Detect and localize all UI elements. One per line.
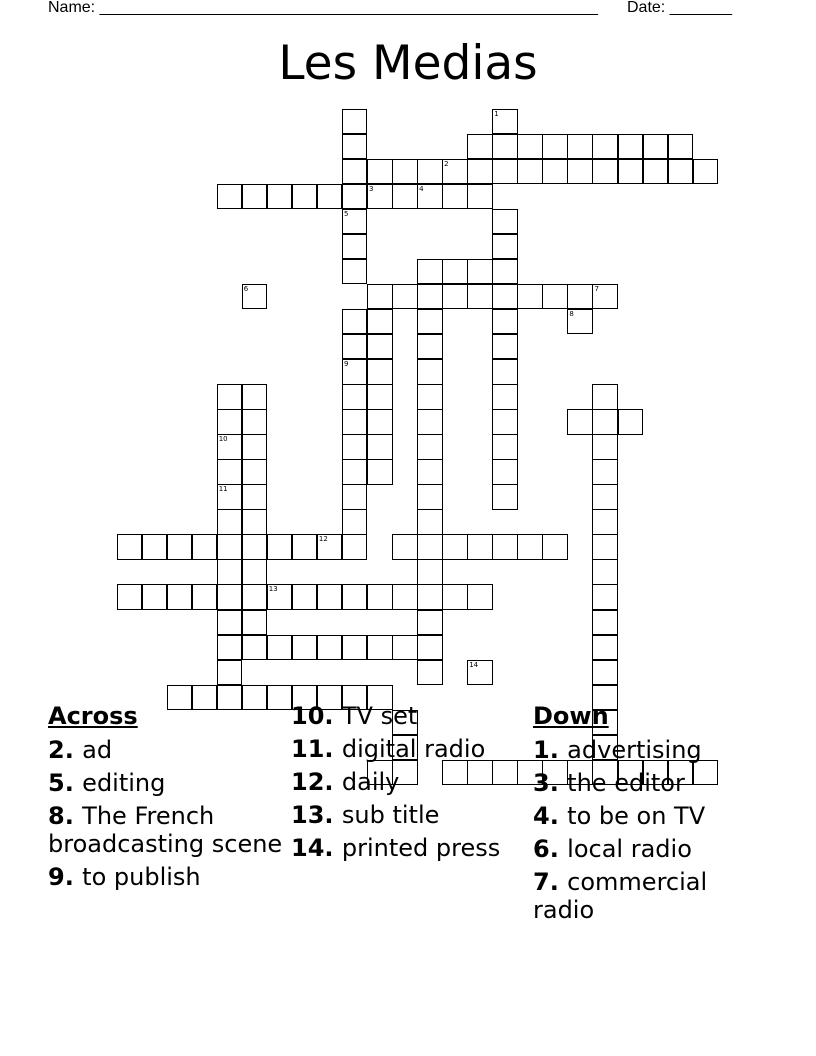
crossword-cell[interactable] [342,509,368,535]
crossword-cell[interactable] [167,534,193,560]
crossword-cell[interactable] [592,660,618,686]
crossword-cell[interactable] [242,509,268,535]
crossword-cell[interactable] [417,660,443,686]
crossword-cell[interactable] [542,159,568,185]
crossword-cell[interactable] [367,359,393,385]
clue-item [291,735,516,763]
crossword-cell[interactable] [392,584,418,610]
crossword-cell[interactable] [643,159,669,185]
crossword-cell[interactable] [392,284,418,310]
crossword-cell[interactable] [467,184,493,210]
crossword-cell[interactable] [492,259,518,285]
crossword-cell[interactable] [342,434,368,460]
crossword-cell[interactable] [217,610,243,636]
clue-number: 12. [291,768,342,796]
crossword-cell[interactable] [217,459,243,485]
crossword-cell[interactable] [492,459,518,485]
crossword-cell[interactable] [417,584,443,610]
crossword-cell[interactable] [592,409,618,435]
crossword-cell[interactable] [192,584,218,610]
crossword-cell[interactable] [693,159,719,185]
clue-number-label: 1 [494,109,499,118]
crossword-cell[interactable] [142,584,168,610]
crossword-cell[interactable] [417,635,443,661]
crossword-cell[interactable] [417,484,443,510]
clue-number: 11. [291,735,342,763]
crossword-cell[interactable] [217,509,243,535]
crossword-cell[interactable] [442,259,468,285]
crossword-cell[interactable] [342,234,368,260]
crossword-cell[interactable] [467,159,493,185]
crossword-cell[interactable] [217,635,243,661]
clue-number-label: 14 [469,660,479,669]
crossword-cell[interactable] [217,184,243,210]
clue-number: 10. [291,702,342,730]
crossword-cell[interactable] [592,284,618,310]
clue-text: commercial radio [533,868,708,924]
crossword-cell[interactable] [367,334,393,360]
clue-text: the editor [567,769,685,797]
clue-number-label: 3 [369,184,374,193]
crossword-cell[interactable] [417,384,443,410]
crossword-cell[interactable] [592,134,618,160]
clue-number: 7. [533,868,568,896]
clue-number-label: 10 [218,435,228,444]
clue-number-label: 4 [419,184,424,193]
crossword-cell[interactable] [242,484,268,510]
crossword-cell[interactable] [267,635,293,661]
crossword-cell[interactable] [417,259,443,285]
crossword-cell[interactable] [242,584,268,610]
clue-number: 14. [291,834,342,862]
clue-number-label: 7 [594,284,599,293]
crossword-cell[interactable] [192,534,218,560]
crossword-cell[interactable] [492,384,518,410]
crossword-cell[interactable] [242,635,268,661]
crossword-cell[interactable] [342,384,368,410]
clue-number-label: 13 [268,585,278,594]
crossword-cell[interactable] [618,134,644,160]
crossword-cell[interactable] [292,534,318,560]
crossword-cell[interactable] [317,584,343,610]
crossword-cell[interactable] [267,184,293,210]
clue-text: The French broadcasting scene [48,802,283,858]
clue-item [48,769,283,797]
crossword-cell[interactable] [292,184,318,210]
crossword-cell[interactable] [442,584,468,610]
crossword-cell[interactable] [517,284,543,310]
crossword-cell[interactable] [567,159,593,185]
crossword-cell[interactable] [342,459,368,485]
crossword-cell[interactable] [217,534,243,560]
crossword-cell[interactable] [492,359,518,385]
clue-item [533,868,763,924]
clue-item [533,802,763,830]
crossword-cell[interactable] [417,434,443,460]
clue-text: local radio [567,835,692,863]
crossword-cell[interactable] [367,159,393,185]
clue-text: to be on TV [567,802,706,830]
crossword-cell[interactable] [517,534,543,560]
crossword-cell[interactable] [317,534,343,560]
clue-number: 9. [48,863,83,891]
crossword-cell[interactable] [592,559,618,585]
crossword-cell[interactable] [342,334,368,360]
crossword-cell[interactable] [492,109,518,135]
clue-item [48,802,283,858]
crossword-cell[interactable] [342,534,368,560]
crossword-cell[interactable] [292,635,318,661]
crossword-cell[interactable] [592,534,618,560]
crossword-cell[interactable] [592,610,618,636]
crossword-cell[interactable] [492,434,518,460]
crossword-cell[interactable] [217,384,243,410]
clue-number: 13. [291,801,342,829]
crossword-cell[interactable] [342,184,368,210]
date-field-label: Date: _______ [627,0,732,16]
crossword-cell[interactable] [392,635,418,661]
crossword-cell[interactable] [467,534,493,560]
crossword-cell[interactable] [542,284,568,310]
name-field-label: Name: ________________________________________________________ [48,0,598,16]
crossword-cell[interactable] [242,384,268,410]
crossword-cell[interactable] [492,484,518,510]
clue-number-label: 12 [318,535,328,544]
crossword-cell[interactable] [217,559,243,585]
crossword-cell[interactable] [217,660,243,686]
clue-number-label: 6 [243,284,249,293]
crossword-cell[interactable] [592,635,618,661]
crossword-cell[interactable] [467,284,493,310]
crossword-cell[interactable] [592,509,618,535]
crossword-cell[interactable] [342,209,368,235]
crossword-cell[interactable] [342,409,368,435]
crossword-cell[interactable] [592,459,618,485]
crossword-cell[interactable] [217,434,243,460]
crossword-cell[interactable] [317,635,343,661]
clue-text: advertising [567,736,702,764]
crossword-cell[interactable] [367,459,393,485]
crossword-cell[interactable] [367,309,393,335]
crossword-cell[interactable] [417,334,443,360]
clue-number: 4. [533,802,568,830]
crossword-cell[interactable] [392,534,418,560]
crossword-cell[interactable] [492,159,518,185]
crossword-cell[interactable] [417,509,443,535]
crossword-cell[interactable] [417,534,443,560]
crossword-cell[interactable] [217,584,243,610]
crossword-cell[interactable] [342,259,368,285]
clues-across-column-2 [291,702,516,867]
crossword-cell[interactable] [417,409,443,435]
crossword-cell[interactable] [392,159,418,185]
crossword-cell[interactable] [592,584,618,610]
clue-text: daily [341,768,400,796]
crossword-cell[interactable] [217,409,243,435]
crossword-cell[interactable] [442,184,468,210]
crossword-cell[interactable] [492,409,518,435]
crossword-cell[interactable] [492,334,518,360]
crossword-cell[interactable] [167,584,193,610]
clue-number-label: 9 [343,360,349,368]
crossword-cell[interactable] [217,484,243,510]
crossword-cell[interactable] [267,534,293,560]
crossword-cell[interactable] [367,635,393,661]
crossword-cell[interactable] [467,584,493,610]
crossword-cell[interactable] [492,234,518,260]
crossword-cell[interactable] [417,610,443,636]
clue-number-label: 2 [444,159,449,168]
across-clue-list [48,736,283,891]
clue-item [291,702,516,730]
clue-item [533,835,763,863]
clues-down-column [533,702,763,929]
crossword-cell[interactable] [542,534,568,560]
crossword-cell[interactable] [417,184,443,210]
across-clue-list-continued [291,702,516,862]
clue-text: printed press [341,834,501,862]
crossword-cell[interactable] [567,309,593,335]
clue-number-label: 5 [343,209,349,218]
crossword-cell[interactable] [142,534,168,560]
crossword-cell[interactable] [367,184,393,210]
clue-item [48,736,283,764]
clue-item [48,863,283,891]
clues-across-column-1 [48,702,283,896]
crossword-cell[interactable] [367,434,393,460]
crossword-cell[interactable] [467,660,493,686]
clue-number-label: 8 [569,309,574,318]
crossword-cell[interactable] [417,159,443,185]
clue-text: sub title [341,801,440,829]
crossword-cell[interactable] [643,134,669,160]
crossword-cell[interactable] [367,584,393,610]
crossword-cell[interactable] [342,134,368,160]
crossword-cell[interactable] [417,459,443,485]
clue-text: digital radio [341,735,486,763]
crossword-cell[interactable] [242,534,268,560]
crossword-cell[interactable] [342,309,368,335]
crossword-cell[interactable] [242,284,268,310]
crossword-cell[interactable] [668,159,694,185]
down-heading: Down [533,702,609,730]
clue-text: TV set [341,702,418,730]
puzzle-title: Les Medias [278,36,538,91]
crossword-cell[interactable] [592,434,618,460]
crossword-cell[interactable] [567,134,593,160]
crossword-cell[interactable] [342,484,368,510]
crossword-cell[interactable] [567,409,593,435]
crossword-cell[interactable] [117,534,143,560]
crossword-cell[interactable] [367,384,393,410]
crossword-cell[interactable] [618,409,644,435]
crossword-cell[interactable] [592,484,618,510]
clue-item [291,801,516,829]
clue-number-label: 11 [218,485,228,494]
clue-text: editing [82,769,166,797]
crossword-cell[interactable] [567,284,593,310]
crossword-cell[interactable] [492,134,518,160]
clue-item [533,769,763,797]
crossword-cell[interactable] [517,159,543,185]
clue-number: 6. [533,835,568,863]
crossword-cell[interactable] [267,584,293,610]
crossword-cell[interactable] [592,384,618,410]
clue-number: 1. [533,736,568,764]
clue-number: 2. [48,736,83,764]
crossword-cell[interactable] [442,284,468,310]
crossword-cell[interactable] [492,534,518,560]
crossword-cell[interactable] [668,134,694,160]
clue-number: 8. [48,802,83,830]
crossword-cell[interactable] [342,159,368,185]
crossword-cell[interactable] [467,259,493,285]
crossword-cell[interactable] [342,584,368,610]
crossword-cell[interactable] [292,584,318,610]
crossword-cell[interactable] [492,209,518,235]
crossword-cell[interactable] [342,109,368,135]
crossword-cell[interactable] [467,134,493,160]
crossword-cell[interactable] [442,534,468,560]
clue-number: 5. [48,769,83,797]
clue-text: ad [82,736,113,764]
crossword-cell[interactable] [417,309,443,335]
clue-number: 3. [533,769,568,797]
crossword-cell[interactable] [542,134,568,160]
crossword-cell[interactable] [117,584,143,610]
crossword-cell[interactable] [317,184,343,210]
clue-item [291,768,516,796]
clue-text: to publish [82,863,201,891]
crossword-cell[interactable] [417,559,443,585]
crossword-cell[interactable] [242,184,268,210]
across-heading: Across [48,702,138,730]
crossword-cell[interactable] [242,459,268,485]
crossword-cell[interactable] [492,309,518,335]
crossword-cell[interactable] [342,635,368,661]
clue-item [291,834,516,862]
crossword-cell[interactable] [242,610,268,636]
crossword-cell[interactable] [442,159,468,185]
down-clue-list [533,736,763,924]
crossword-cell[interactable] [242,434,268,460]
crossword-cell[interactable] [417,284,443,310]
crossword-cell[interactable] [342,359,368,385]
crossword-cell[interactable] [242,409,268,435]
crossword-cell[interactable] [517,134,543,160]
crossword-cell[interactable] [417,359,443,385]
crossword-cell[interactable] [242,559,268,585]
crossword-cell[interactable] [492,284,518,310]
crossword-cell[interactable] [392,184,418,210]
crossword-cell[interactable] [367,409,393,435]
clue-item [533,736,763,764]
crossword-cell[interactable] [618,159,644,185]
crossword-cell[interactable] [367,284,393,310]
crossword-cell[interactable] [592,159,618,185]
